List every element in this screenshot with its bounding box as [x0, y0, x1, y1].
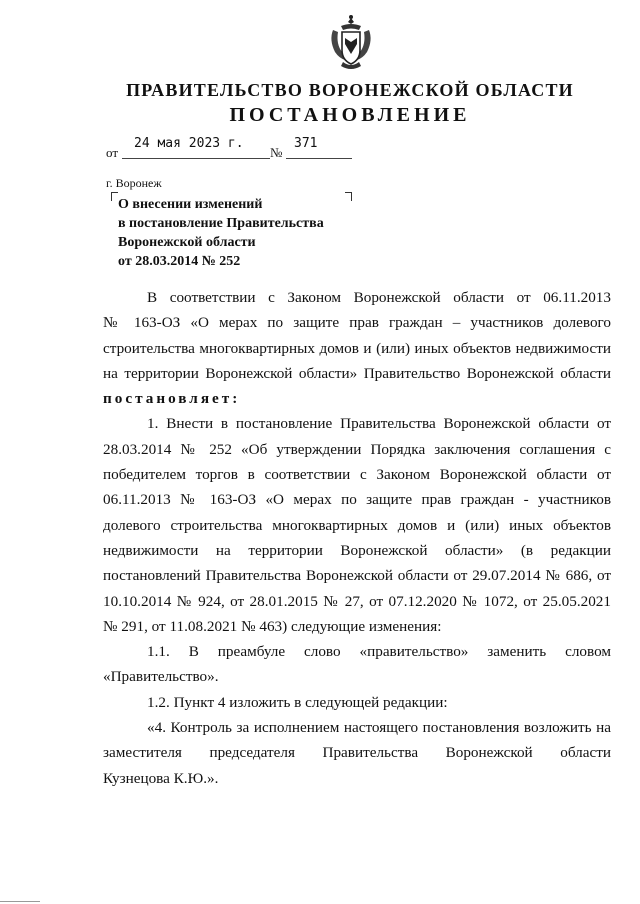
organization-title: ПРАВИТЕЛЬСТВО ВОРОНЕЖСКОЙ ОБЛАСТИ [126, 80, 574, 100]
number-label: № [270, 145, 283, 160]
body-line: «Правительство». [103, 668, 219, 686]
dateline [106, 138, 366, 158]
body-line: недвижимости на территории Воронежской области» (в редакции [103, 541, 611, 559]
date-label: от [106, 145, 119, 160]
subject-line: в постановление Правительства [118, 216, 324, 231]
subject-line: О внесении изменений [118, 197, 263, 212]
body-line: на территории Воронежской области» Правительство Воронежской области [103, 364, 611, 382]
body-line: «4. Контроль за исполнением настоящего постановления возложить на [147, 719, 611, 737]
body-line: строительства многоквартирных домов и (или) иных объектов недвижимости [103, 339, 611, 357]
city-label: г. Воронеж [106, 176, 162, 190]
decree-word: постановляет: [103, 390, 241, 408]
body-line: № 163-ОЗ «О мерах по защите прав граждан – участников долевого [103, 314, 611, 332]
document-subject [118, 195, 324, 271]
body-line: долевого строительства многоквартирных домов и (или) иных объектов [103, 516, 611, 534]
body-line: № 291, от 11.08.2021 № 463) следующие изменения: [103, 617, 442, 635]
subject-corner-left [111, 192, 118, 201]
page-edge-mark [0, 901, 40, 902]
body-line: В соответствии с Законом Воронежской области от 06.11.2013 [147, 289, 611, 306]
date-underline [122, 158, 270, 159]
body-line: 1. Внести в постановление Правительства Воронежской области от [147, 415, 611, 433]
document-body [103, 285, 611, 791]
body-line: 28.03.2014 № 252 «Об утверждении Порядка заключения соглашения с [103, 440, 611, 458]
body-line: 10.10.2014 № 924, от 28.01.2015 № 27, от 07.12.2020 № 1072, от 25.05.2021 [103, 592, 611, 610]
body-line: заместителя председателя Правительства Воронежской области [103, 744, 611, 762]
body-line: 1.1. В преамбуле слово «правительство» заменить словом [147, 643, 611, 661]
document-type-title: ПОСТАНОВЛЕНИЕ [229, 104, 471, 126]
body-line: победителем торгов в соответствии с Законом Воронежской области от [103, 466, 611, 484]
body-line: 1.2. Пункт 4 изложить в следующей редакции: [147, 693, 448, 711]
coat-of-arms-emblem [327, 14, 375, 72]
subject-line: Воронежской области [118, 235, 256, 250]
subject-corner-right [345, 192, 352, 201]
body-line: постановлений Правительства Воронежской области от 29.07.2014 № 686, от [103, 567, 611, 585]
body-line: Кузнецова К.Ю.». [103, 769, 219, 787]
number-underline [286, 158, 352, 159]
document-number: 371 [294, 136, 318, 151]
body-line: 06.11.2013 № 163-ОЗ «О мерах по защите прав граждан - участников [103, 491, 611, 509]
subject-line: от 28.03.2014 № 252 [118, 254, 241, 269]
document-date: 24 мая 2023 г. [134, 136, 244, 151]
